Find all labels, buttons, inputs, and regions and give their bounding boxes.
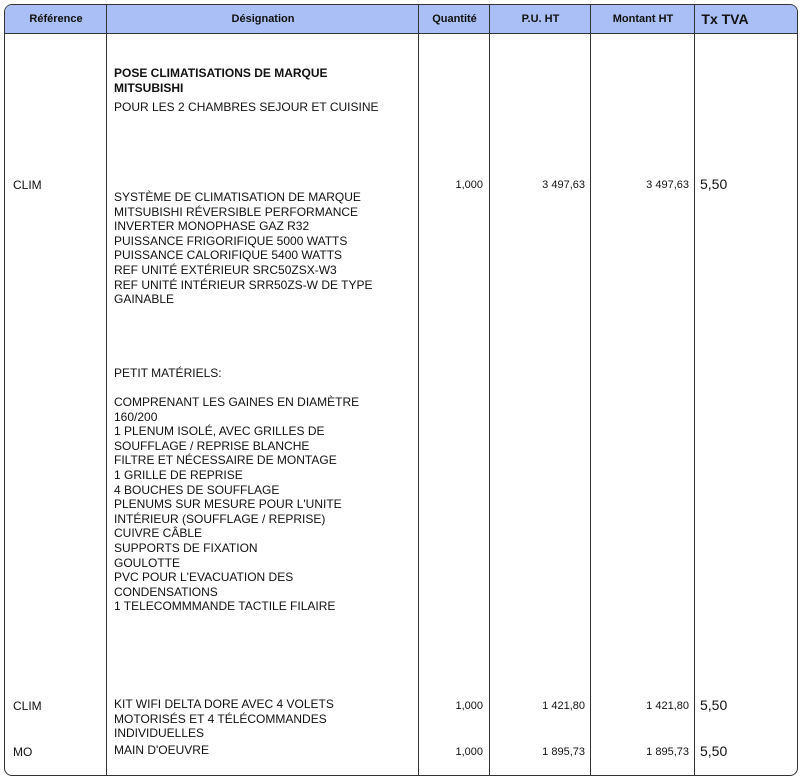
designation-line: PUISSANCE CALORIFIQUE 5400 WATTS xyxy=(114,248,343,263)
row-reference: CLIM xyxy=(13,699,42,713)
list-item: 1 PLENUM ISOLÉ, AVEC GRILLES DE xyxy=(114,424,325,439)
header-tx-tva: Tx TVA xyxy=(701,11,749,27)
list-item: FILTRE ET NÉCESSAIRE DE MONTAGE xyxy=(114,453,337,468)
designation-line: SYSTÈME DE CLIMATISATION DE MARQUE xyxy=(114,190,361,204)
list-item: PLENUMS SUR MESURE POUR L'UNITE xyxy=(114,497,342,512)
list-item: CONDENSATIONS xyxy=(114,584,218,599)
list-item: INTÉRIEUR (SOUFFLAGE / REPRISE) xyxy=(114,511,326,526)
row-designation xyxy=(114,697,334,741)
list-item: GOULOTTE xyxy=(114,555,181,570)
list-item: PVC POUR L'EVACUATION DES xyxy=(114,570,294,585)
row-designation xyxy=(114,743,209,758)
designation-line: REF UNITÉ EXTÉRIEUR SRC50ZSX-W3 xyxy=(114,262,337,277)
column-divider xyxy=(590,5,591,775)
header-montant-ht: Montant HT xyxy=(612,13,674,25)
section-subtitle: POUR LES 2 CHAMBRES SEJOUR ET CUISINE xyxy=(114,100,379,114)
quote-table xyxy=(4,4,798,776)
list-item: COMPRENANT LES GAINES EN DIAMÈTRE xyxy=(114,395,360,409)
row-montant-ht: 1 421,80 xyxy=(646,700,689,712)
row-quantite: 1,000 xyxy=(455,746,483,758)
list-item: SOUFFLAGE / REPRISE BLANCHE xyxy=(114,438,310,453)
designation-line: KIT WIFI DELTA DORE AVEC 4 VOLETS xyxy=(114,697,334,711)
designation-line: INDIVIDUELLES xyxy=(114,726,205,741)
designation-line: INVERTER MONOPHASE GAZ R32 xyxy=(114,219,310,234)
row-reference: MO xyxy=(13,745,33,759)
list-item: 4 BOUCHES DE SOUFFLAGE xyxy=(114,482,280,497)
list-item: 1 GRILLE DE REPRISE xyxy=(114,467,243,482)
column-divider xyxy=(106,5,107,775)
row-pu-ht: 1 895,73 xyxy=(542,746,585,758)
row-tx-tva: 5,50 xyxy=(700,176,728,192)
designation-line: REF UNITÉ INTÉRIEUR SRR50ZS-W DE TYPE xyxy=(114,277,373,292)
header-designation: Désignation xyxy=(231,13,295,25)
row-montant-ht: 1 895,73 xyxy=(646,746,689,758)
section-title-line: MITSUBISHI xyxy=(114,80,184,95)
list-item: 160/200 xyxy=(114,409,158,424)
header-reference: Référence xyxy=(29,13,83,25)
list-item: SUPPORTS DE FIXATION xyxy=(114,540,258,555)
column-divider xyxy=(418,5,419,775)
section-title-line: POSE CLIMATISATIONS DE MARQUE xyxy=(114,66,328,80)
row-tx-tva: 5,50 xyxy=(700,743,728,759)
row-reference: CLIM xyxy=(13,178,42,192)
designation-line: PUISSANCE FRIGORIFIQUE 5000 WATTS xyxy=(114,233,348,248)
row-quantite: 1,000 xyxy=(455,700,483,712)
designation-line: MAIN D'OEUVRE xyxy=(114,743,209,757)
designation-line: GAINABLE xyxy=(114,292,175,307)
row-quantite: 1,000 xyxy=(455,179,483,191)
row-pu-ht: 1 421,80 xyxy=(542,700,585,712)
row-pu-ht: 3 497,63 xyxy=(542,179,585,191)
designation-line: MITSUBISHI RÉVERSIBLE PERFORMANCE xyxy=(114,204,359,219)
list-item: 1 TELECOMMMANDE TACTILE FILAIRE xyxy=(114,599,336,614)
column-divider xyxy=(489,5,490,775)
designation-line: MOTORISÉS ET 4 TÉLÉCOMMANDES xyxy=(114,711,327,726)
header-pu-ht: P.U. HT xyxy=(521,13,560,25)
list-item: CUIVRE CÂBLE xyxy=(114,526,203,541)
header-quantite: Quantité xyxy=(432,13,477,25)
petit-materiel-title: PETIT MATÉRIELS: xyxy=(114,366,222,380)
row-designation xyxy=(114,190,372,307)
table-header xyxy=(5,5,797,34)
row-tx-tva: 5,50 xyxy=(700,697,728,713)
row-montant-ht: 3 497,63 xyxy=(646,179,689,191)
petit-materiel-list xyxy=(114,395,359,614)
column-divider xyxy=(694,5,695,775)
section-title xyxy=(114,66,328,95)
